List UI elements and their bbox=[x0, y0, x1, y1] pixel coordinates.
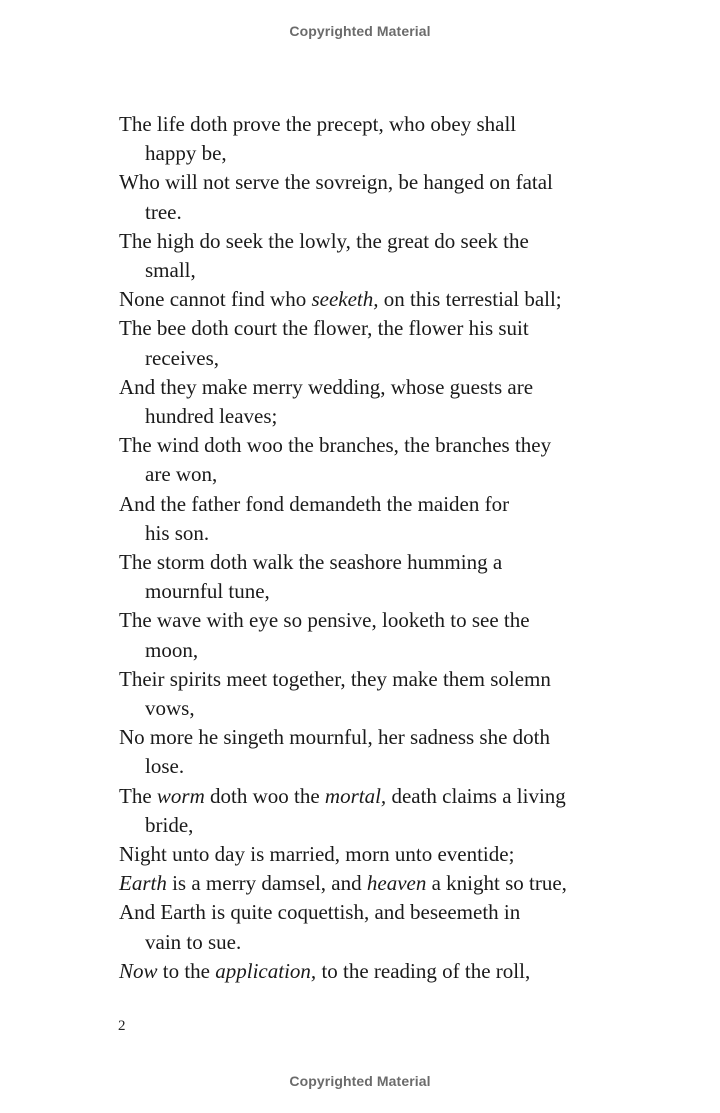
text-segment: bride, bbox=[145, 812, 194, 837]
text-segment: on this terrestial ball; bbox=[378, 287, 562, 312]
text-segment: hundred leaves; bbox=[145, 404, 278, 429]
poem-line-continuation bbox=[119, 519, 619, 548]
italic-text: Now bbox=[119, 958, 158, 983]
text-segment: tree. bbox=[145, 199, 182, 224]
poem-body bbox=[119, 110, 619, 986]
text-segment: small, bbox=[145, 258, 196, 283]
poem-line-continuation bbox=[119, 636, 619, 665]
text-segment: to the bbox=[157, 958, 216, 983]
italic-text: application, bbox=[215, 958, 317, 983]
poem-line-continuation bbox=[119, 752, 619, 781]
text-segment: And the father fond demandeth the maiden for bbox=[119, 491, 510, 516]
text-segment: lose. bbox=[145, 754, 185, 779]
poem-line-continuation bbox=[119, 256, 619, 285]
poem-line bbox=[119, 227, 619, 256]
text-segment: are won, bbox=[145, 462, 218, 487]
italic-text: worm bbox=[156, 783, 205, 808]
text-segment: mournful tune, bbox=[145, 579, 270, 604]
poem-line bbox=[119, 314, 619, 343]
poem-line-continuation bbox=[119, 139, 619, 168]
text-segment: death claims a living bbox=[386, 783, 566, 808]
copyright-watermark-top: Copyrighted Material bbox=[289, 23, 431, 39]
text-segment: None cannot find who bbox=[119, 287, 312, 312]
poem-line-continuation bbox=[119, 460, 619, 489]
poem-line bbox=[119, 606, 619, 635]
poem-line bbox=[119, 373, 619, 402]
poem-line-continuation bbox=[119, 811, 619, 840]
text-segment: Night unto day is married, morn unto eventide; bbox=[119, 842, 515, 867]
text-segment: happy be, bbox=[145, 141, 227, 166]
poem-line bbox=[119, 840, 619, 869]
poem-line bbox=[119, 782, 619, 811]
poem-line bbox=[119, 110, 619, 139]
poem-line-continuation bbox=[119, 198, 619, 227]
poem-line bbox=[119, 285, 619, 314]
copyright-watermark-bottom: Copyrighted Material bbox=[289, 1073, 431, 1089]
text-segment: his son. bbox=[145, 520, 210, 545]
poem-line-continuation bbox=[119, 402, 619, 431]
text-segment: a knight so true, bbox=[426, 871, 567, 896]
poem-line bbox=[119, 168, 619, 197]
poem-line bbox=[119, 665, 619, 694]
text-segment: The wave with eye so pensive, looketh to see the bbox=[119, 608, 530, 633]
italic-text: Earth bbox=[119, 871, 167, 896]
poem-line bbox=[119, 548, 619, 577]
text-segment: vows, bbox=[145, 696, 195, 721]
italic-text: mortal, bbox=[324, 783, 387, 808]
text-segment: moon, bbox=[145, 637, 199, 662]
poem-line-continuation bbox=[119, 577, 619, 606]
page-number: 2 bbox=[118, 1018, 126, 1034]
text-segment: The life doth prove the precept, who obey shall bbox=[119, 112, 517, 136]
text-segment: The high do seek the lowly, the great do seek the bbox=[119, 228, 529, 253]
text-segment: The wind doth woo the branches, the branches they bbox=[119, 433, 552, 458]
text-segment: And they make merry wedding, whose guests are bbox=[119, 374, 534, 399]
poem-line bbox=[119, 869, 619, 898]
text-segment: No more he singeth mournful, her sadness she doth bbox=[119, 725, 551, 750]
text-segment: Their spirits meet together, they make them solemn bbox=[119, 666, 551, 691]
poem-line bbox=[119, 898, 619, 927]
italic-text: heaven bbox=[366, 871, 427, 896]
italic-text: seeketh, bbox=[311, 287, 379, 312]
text-segment: And Earth is quite coquettish, and beseemeth in bbox=[119, 900, 521, 925]
text-segment: The storm doth walk the seashore humming a bbox=[119, 550, 503, 575]
text-segment: Who will not serve the sovreign, be hanged on fatal bbox=[119, 170, 553, 195]
text-segment: The bbox=[119, 783, 157, 808]
poem-line-continuation bbox=[119, 928, 619, 957]
poem-line bbox=[119, 957, 619, 986]
text-segment: is a merry damsel, and bbox=[166, 871, 367, 896]
text-segment: to the reading of the roll, bbox=[316, 958, 531, 983]
poem-line-continuation bbox=[119, 344, 619, 373]
poem-line bbox=[119, 490, 619, 519]
text-segment: receives, bbox=[145, 345, 220, 370]
text-segment: doth woo the bbox=[204, 783, 325, 808]
text-segment: The bee doth court the flower, the flower his suit bbox=[119, 316, 529, 341]
poem-line-continuation bbox=[119, 694, 619, 723]
poem-line bbox=[119, 723, 619, 752]
text-segment: vain to sue. bbox=[145, 929, 242, 954]
poem-line bbox=[119, 431, 619, 460]
